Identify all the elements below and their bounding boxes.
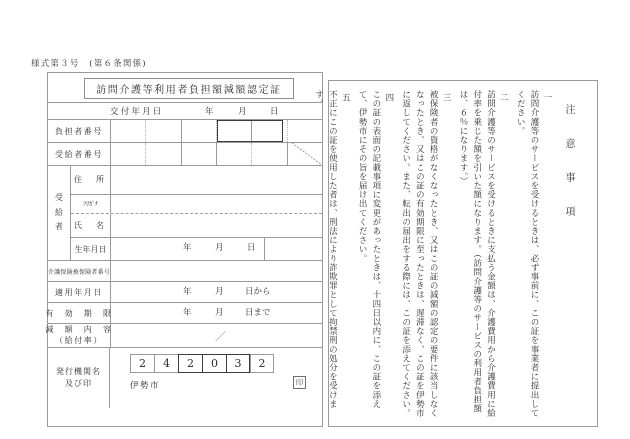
furigana-label: ﾌﾘｶﾞﾅ — [71, 195, 111, 213]
name-row — [71, 214, 322, 239]
recipient-number-cell[interactable] — [182, 143, 217, 165]
notice-panel — [313, 80, 598, 427]
notice-item — [354, 90, 395, 417]
recipient-number-cell[interactable] — [252, 143, 287, 165]
apply-date-row — [48, 282, 322, 303]
issuer-code-digit: 4 — [154, 354, 178, 373]
payer-number-cell[interactable] — [146, 120, 181, 142]
notice-item-text: 訪問介護等のサービスを受けるときに支払う金額は、介護費用から介護費用に給付率を乗じた額を引いた額になります。（訪問介護等のサービスの利用者負担額は、６％になります。） — [457, 90, 496, 418]
apply-date-label: 適用年月日 — [48, 282, 111, 302]
insured-number-label: 介護保険被保険者番号 — [48, 261, 111, 281]
insured-number-input[interactable] — [111, 261, 322, 281]
notice-item-text: この証の表面の記載事項に変更があったときは、十四日以内に、この証を添えて、伊勢市にその旨を届け出てください。 — [357, 90, 381, 409]
furigana-input[interactable] — [111, 195, 322, 213]
recipient-number-cell[interactable] — [111, 143, 146, 165]
issuer-label-line2: 及び印 — [65, 379, 92, 388]
notice-item-number: 二 — [498, 93, 509, 102]
issuer-code-digit: 2 — [130, 354, 154, 373]
issue-date-row — [48, 103, 322, 120]
issue-date-label: 交付年月日 — [110, 107, 164, 117]
notice-item-number: 四 — [383, 93, 394, 102]
notice-item — [512, 90, 553, 417]
issuer-label-line1: 発行機関名 — [56, 367, 101, 376]
issuer-name: 伊勢市 — [130, 381, 161, 391]
address-label: 住 所 — [71, 166, 111, 194]
address-row — [71, 166, 322, 195]
expiry-label: 有 効 期 限 — [48, 303, 111, 323]
birthdate-month: 月 — [215, 243, 224, 254]
notice-item-number: 三 — [441, 93, 452, 102]
notice-item-text: 被保険者の資格がなくなったとき、又はこの証の減額の認定の要件に該当しなくなったとき、又はこの証の有効期限に至ったときは、遅滞なく、この証を伊勢市に返してください。また、転出の届出をする際には、この証を添えてください。 — [400, 90, 439, 418]
recipient-number-cell[interactable] — [146, 143, 181, 165]
issuer-label — [48, 348, 110, 408]
notice-item-list — [308, 90, 553, 417]
issuer-body — [110, 348, 322, 408]
reduction-label-line1: 減 額 内 容 — [45, 324, 113, 334]
issuer-code-digit: 0 — [202, 354, 226, 373]
recipient-vertical-char: 受 — [55, 192, 63, 202]
name-label: 氏 名 — [71, 214, 111, 238]
issue-date-day: 日 — [270, 107, 279, 117]
apply-date-input[interactable] — [111, 282, 322, 302]
recipient-fields — [71, 166, 322, 260]
payer-number-row — [48, 120, 322, 143]
notice-item-number: 五 — [340, 93, 351, 102]
recipient-vertical-label — [48, 166, 71, 260]
recipient-vertical-char: 者 — [55, 222, 63, 232]
payer-number-cell[interactable] — [252, 120, 287, 142]
notice-item — [311, 90, 352, 417]
birthdate-label: 生年月日 — [71, 238, 111, 260]
payer-number-cells[interactable] — [111, 120, 322, 142]
expiry-month: 月 — [215, 308, 224, 318]
notice-item-number: 一 — [542, 93, 552, 102]
birthdate-row — [71, 238, 322, 260]
issuer-row — [48, 348, 322, 408]
expiry-year: 年 — [183, 308, 192, 318]
name-input[interactable] — [111, 214, 322, 238]
expiry-row — [45, 303, 322, 324]
expiry-day-suffix: 日まで — [245, 308, 271, 318]
recipient-block — [48, 166, 322, 261]
reduction-input[interactable] — [111, 324, 322, 347]
insured-number-row — [48, 261, 322, 282]
seal-stamp-icon: 印 — [293, 376, 306, 389]
birthdate-day: 日 — [247, 243, 256, 254]
certificate-title-row — [48, 73, 322, 103]
furigana-row — [71, 195, 322, 214]
form-number-label: 様式第３号 (第６条関係) — [31, 59, 147, 69]
recipient-vertical-char: 給 — [55, 207, 63, 217]
birthdate-input[interactable] — [111, 238, 264, 260]
notice-panel-title: 注 意 事 項 — [563, 104, 574, 223]
birthdate-year: 年 — [183, 243, 192, 254]
issuer-code-digit: 2 — [178, 354, 202, 373]
address-input[interactable] — [111, 166, 322, 194]
payer-number-cell[interactable] — [111, 120, 146, 142]
issuer-code-digits — [130, 354, 274, 373]
expiry-input[interactable] — [111, 303, 322, 323]
reduction-row — [45, 324, 322, 348]
notice-item — [398, 90, 452, 417]
reduction-label-line2: （給付率） — [55, 335, 103, 345]
payer-number-cell[interactable] — [217, 120, 252, 142]
payer-number-label: 負担者番号 — [48, 120, 111, 142]
issue-date-month: 月 — [238, 107, 247, 117]
recipient-number-cell[interactable] — [217, 143, 252, 165]
issuer-code-digit: 2 — [250, 354, 274, 373]
recipient-number-row — [48, 143, 322, 166]
apply-date-month: 月 — [215, 287, 224, 297]
recipient-number-cells[interactable] — [111, 143, 322, 165]
birthdate-fields[interactable] — [111, 238, 322, 260]
apply-date-day-suffix: 日から — [245, 287, 271, 297]
issuer-code-digit: 3 — [226, 354, 250, 373]
payer-number-cell[interactable] — [182, 120, 217, 142]
notice-item-text: 不正にこの証を使用した者は、刑法により詐欺罪として拘禁刑の処分を受けます。 — [313, 90, 338, 409]
reduction-label — [45, 324, 113, 347]
recipient-number-label: 受給者番号 — [48, 143, 111, 165]
notice-item — [455, 90, 509, 417]
apply-date-year: 年 — [183, 287, 192, 297]
certificate-table — [47, 72, 323, 427]
reduction-value: ／ — [215, 330, 226, 343]
issue-date-year: 年 — [205, 107, 214, 117]
notice-item-text: 訪問介護等のサービスを受けるときは、必ず事前に、この証を事業者に提出してください。 — [515, 90, 539, 418]
certificate-title: 訪問介護等利用者負担額減額認定証 — [84, 78, 294, 99]
